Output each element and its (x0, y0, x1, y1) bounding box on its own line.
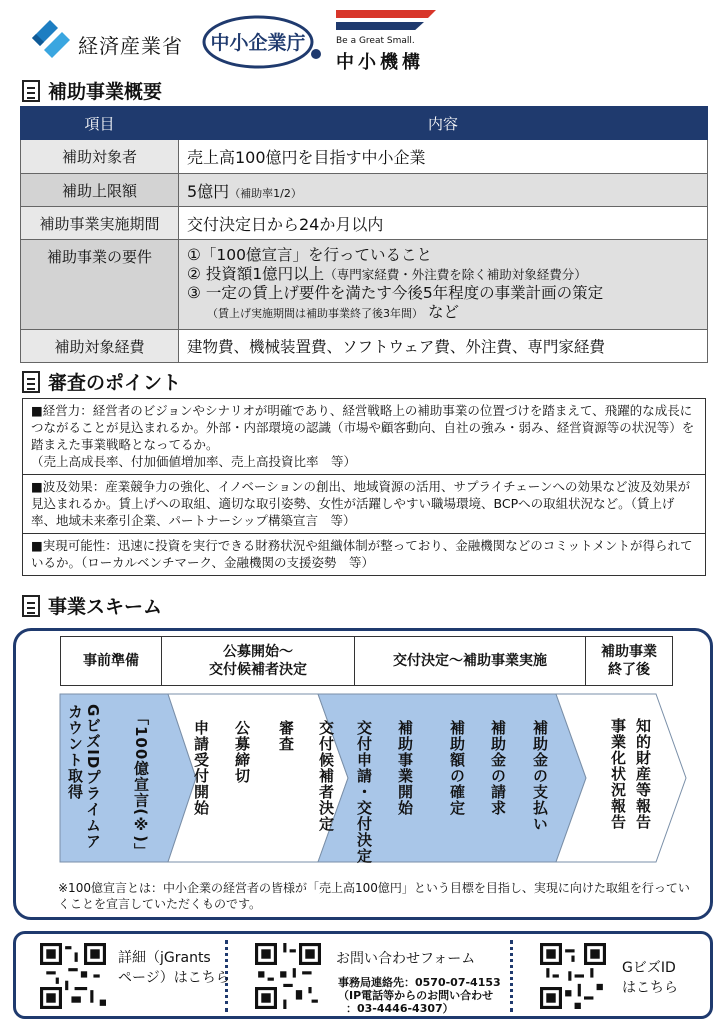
footer-contact-info (338, 976, 501, 1015)
row-value: 建物費、機械装置費、ソフトウェア費、外注費、専門家経費 (179, 330, 708, 363)
section-title-points: 審査のポイント (48, 372, 182, 394)
contact-ip-note: （IP電話等からのお問い合わせ (338, 989, 494, 1002)
sme-agency-logo (200, 14, 324, 70)
footer-contact-link[interactable]: お問い合わせフォーム (336, 951, 476, 967)
row-label: 補助対象者 (21, 140, 179, 174)
table-row (21, 240, 708, 330)
step-deadline: 公募締切 (233, 720, 251, 784)
contact-phone: 事務局連絡先：0570-07-4153 (338, 976, 501, 989)
table-header-row (21, 107, 708, 140)
meti-mark-icon (30, 18, 72, 58)
step-candidate: 交付候補者決定 (317, 720, 335, 832)
meti-logo (30, 18, 72, 58)
step-declaration: 「100億宣言(※)」 (132, 710, 150, 860)
row-value: 交付決定日から24か月以内 (179, 207, 708, 240)
scheme-note: ※100億宣言とは：中小企業の経営者の皆様が「売上高100億円」という目標を目指し、実現に向けた取組を行っていくことを宣言していただくものです。 (58, 881, 690, 911)
phase-preparation: 事前準備 (60, 636, 162, 686)
qr-gbizid-icon[interactable] (540, 943, 606, 1009)
point-indicators: （売上高成長率、付加価値増加率、売上高投資比率 等） (31, 454, 357, 469)
phase-application: 公募開始～ 交付候補者決定 (161, 636, 355, 686)
requirement-1: ①「100億宣言」を行っていること (187, 246, 432, 264)
qr-contact-icon[interactable] (255, 943, 321, 1009)
overview-table (20, 106, 708, 363)
row-label: 補助対象経費 (21, 330, 179, 363)
phase-after: 補助事業 終了後 (585, 636, 673, 686)
requirement-2: ② 投資額1億円以上 (187, 265, 325, 283)
step-start: 補助事業開始 (396, 720, 414, 816)
footer-divider (510, 940, 513, 1012)
header-item: 項目 (21, 107, 179, 140)
table-row (21, 174, 708, 207)
requirement-2-note: （専門家経費・外注費を除く補助対象経費分） (324, 267, 587, 282)
document-icon (22, 371, 40, 393)
table-row (21, 330, 708, 363)
smrj-name: 中小機構 (336, 52, 424, 73)
meti-name: 経済産業省 (78, 34, 183, 58)
smrj-tagline: Be a Great Small. (336, 36, 415, 46)
point-ripple (23, 475, 705, 534)
section-title-overview: 補助事業概要 (48, 81, 163, 103)
step-review: 審査 (277, 720, 295, 752)
point-text: ■実現可能性：迅速に投資を実行できる財務状況や組織体制が整っており、金融機関などのコミットメントが得られているか。（ローカルベンチマーク、金融機関の支援姿勢 等） (31, 538, 693, 570)
table-row (21, 207, 708, 240)
document-icon (22, 80, 40, 102)
review-points (22, 398, 706, 576)
row-label: 補助事業の要件 (21, 240, 179, 330)
step-request: 補助金の請求 (489, 720, 507, 816)
step-accept: 申請受付開始 (192, 720, 210, 816)
footer-gbizid-link[interactable]: GビズID はこちら (622, 960, 678, 996)
step-ip-report: 知的財産等報告 (634, 718, 652, 830)
point-management (23, 399, 705, 475)
step-confirm: 補助額の確定 (448, 720, 466, 816)
scheme-arrows (56, 692, 692, 872)
step-business-report: 事業化状況報告 (609, 718, 627, 830)
row-value: 5億円 (187, 181, 230, 201)
row-value: 売上高100億円を目指す中小企業 (179, 140, 708, 174)
requirement-3: ③ 一定の賃上げ要件を満たす今後5年程度の事業計画の策定 (187, 284, 604, 302)
point-text: ■経営力：経営者のビジョンやシナリオが明確であり、経営戦略上の補助事業の位置づけを踏まえて、飛躍的な成長につながることが見込まれるか。外部・内部環境の認識（市場や顧客動向、自社の強み・弱み、経営資源等の状況等）を踏まえた事業戦略となってるか。 (31, 403, 695, 452)
point-text: ■波及効果：産業競争力の強化、イノベーションの創出、地域資源の活用、サプライチェーンへの効果など波及効果が見込まれるか。賃上げへの取組、適切な取引姿勢、女性が活躍しやすい職場環境、BCPへの取組状況など。（賃上げ率、地域未来牽引企業、パートナーシップ構築宣言 等） (31, 479, 691, 528)
section-title-scheme: 事業スキーム (48, 596, 163, 618)
step-grant-decision: 交付申請・交付決定 (355, 720, 373, 864)
qr-jgrants-icon[interactable] (40, 943, 106, 1009)
row-label: 補助事業実施期間 (21, 207, 179, 240)
document-icon (22, 595, 40, 617)
step-gbizid: GビズIDプライムアカウント取得 (66, 704, 102, 850)
step-payment: 補助金の支払い (531, 720, 549, 832)
phase-implementation: 交付決定～補助事業実施 (354, 636, 586, 686)
footer-detail-link[interactable]: 詳細（jGrants ページ）はこちら (118, 950, 230, 986)
row-note: （補助率1/2） (229, 186, 302, 200)
row-label: 補助上限額 (21, 174, 179, 207)
sme-agency-name: 中小企業庁 (210, 32, 306, 54)
smrj-logo (336, 10, 438, 73)
point-feasibility (23, 534, 705, 575)
table-row (21, 140, 708, 174)
contact-ip-phone: ：03-4446-4307） (346, 1002, 454, 1015)
header-content: 内容 (179, 107, 708, 140)
requirement-3-note: （賃上げ実施期間は補助事業終了後3年間） (207, 307, 423, 320)
requirement-etc: など (427, 303, 459, 321)
